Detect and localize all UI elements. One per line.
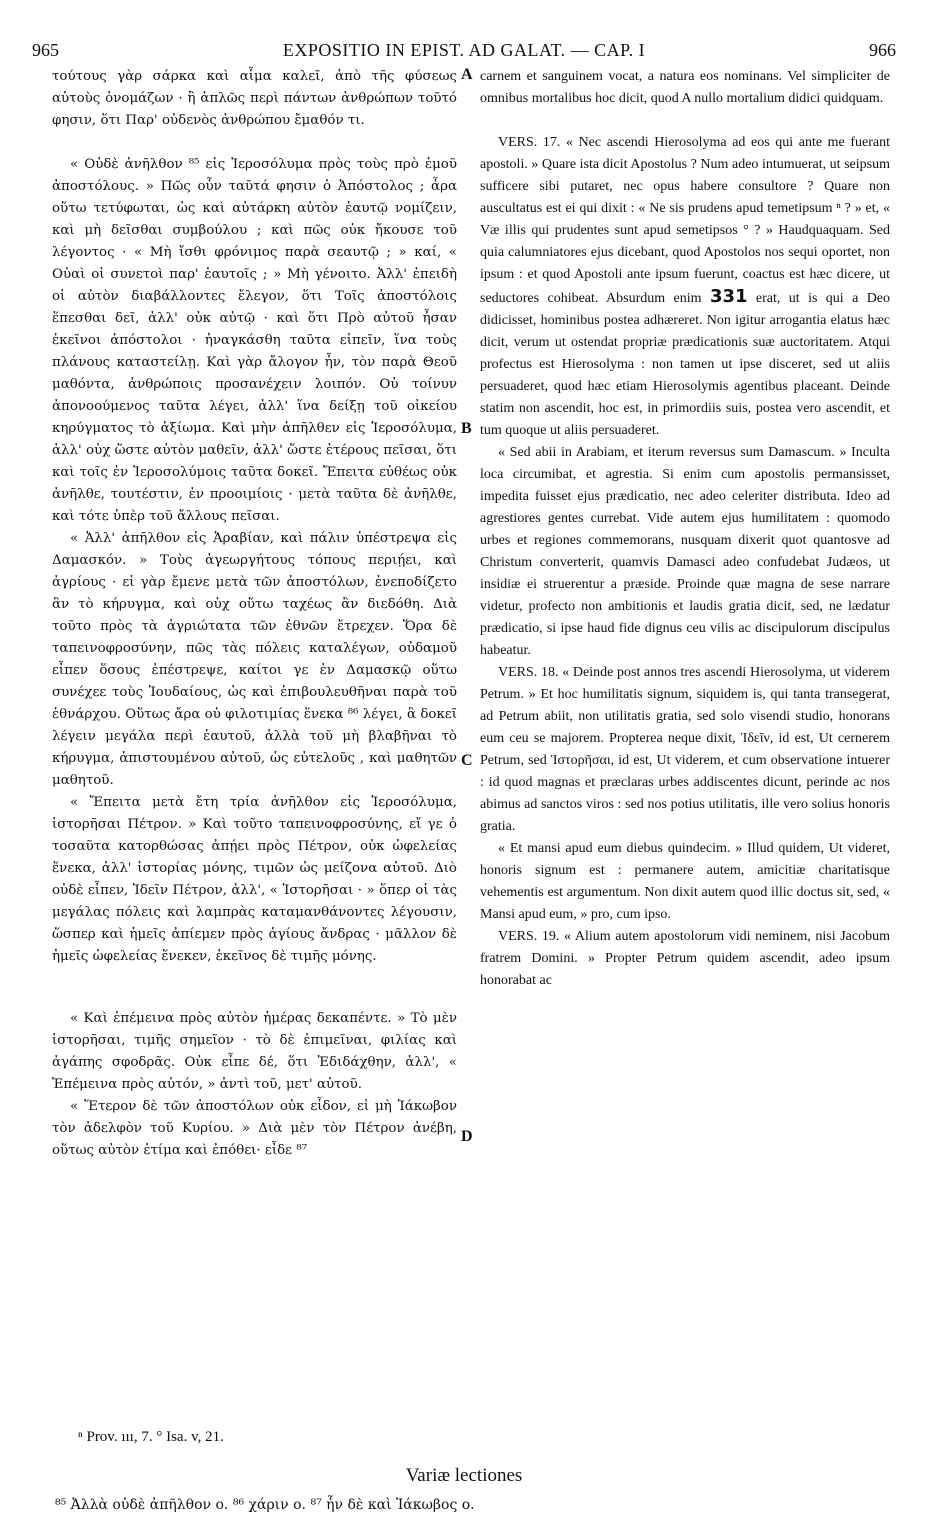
- latin-paragraph-4: VERS. 18. « Deinde post annos tres ascendi Hierosolyma, ut viderem Petrum. » Et hoc humilitatis signum, siquidem is, qui tanta transegerat, ad Petrum abiit, non utilitatis gratia, sed solo visendi studio, honorans eum ceu se majorem. Propterea neque dixit, Ἰδεῖν, id est, Ut cernerem Petrum, sed Ἱστορῆσαι, id est, Ut viderem, et cum observatione intuerer : id quod magnas et præclaras urbes addiscentes dicunt, perinde ac nos abimus ad sanctos viros : sed nos potius utilitatis, ille vero solius honoris gratia.: [480, 665, 890, 834]
- greek-paragraph-4: « Ἔπειτα μετὰ ἔτη τρία ἀνῆλθον εἰς Ἱεροσόλυμα, ἱστορῆσαι Πέτρον. » Καὶ τοῦτο ταπεινοφροσύνης, εἴ γε ὁ τοσαῦτα κατορθώσας ἀπῄει πρὸς Πέτρον, οὐκ ὠφελείας ἕνεκα, ἀλλ' ἱστορίας μόνης, τιμῶν ὡς μείζονα αὐτοῦ. Διὸ οὐδὲ εἶπεν, Ἰδεῖν Πέτρον, ἀλλ', « Ἱστορῆσαι · » ὅπερ οἱ τὰς μεγάλας πόλεις καὶ λαμπρὰς καταμανθάνοντες λέγουσιν, ὥσπερ καὶ ἡμεῖς ἀπίεμεν πρὸς ἁγίους ἄνδρας · μᾶλλον δὲ ἡμεῖς ὠφελείας ἕνεκεν, ἐκεῖνος δὲ τιμῆς μόνης.: [52, 795, 457, 964]
- margin-marker-c: C: [461, 752, 473, 769]
- greek-paragraph-5: « Καὶ ἐπέμεινα πρὸς αὐτὸν ἡμέρας δεκαπέντε. » Τὸ μὲν ἱστορῆσαι, τιμῆς σημεῖον · τὸ δὲ ἐπιμεῖναι, φιλίας καὶ ἀγάπης σφοδρᾶς. Οὐκ εἶπε δέ, ὅτι Ἐδιδάχθην, ἀλλ', « Ἐπέμεινα πρὸς αὐτόν, » ἀντὶ τοῦ, μετ' αὐτοῦ.: [52, 1011, 457, 1092]
- greek-paragraph-3: « Ἀλλ' ἀπῆλθον εἰς Ἀραβίαν, καὶ πάλιν ὑπέστρεψα εἰς Δαμασκόν. » Τοὺς ἀγεωργήτους τόπους περιῄει, καὶ ἀγρίους · εἰ γὰρ ἔμενε μετὰ τῶν ἀποστόλων, ἐνεποδίζετο ἂν τὸ κήρυγμα, καὶ οὐχ οὕτω ταχέως ἂν διεδόθη. Διὰ τοῦτο πρὸς τὰ ἀγριώτατα τῶν ἐθνῶν ἔτρεχεν. Ὅρα δὲ ταπεινοφροσύνην, πῶς τὰς πόλεις καταλέγων, οὐδαμοῦ εἶπεν ὅσους ἐπέστρεψε, καίτοι γε ἐν Δαμασκῷ οὕτω συνέχεε τοὺς Ἰουδαίους, ὡς καὶ ἐπιβουλευθῆναι παρὰ τοῦ ἐθνάρχου. Οὕτως ἄρα οὐ φιλοτιμίας ἕνεκα ⁸⁶ λέγει, ἃ δοκεῖ λέγειν μεγάλα περὶ ἑαυτοῦ, ἀλλὰ τοῦ μὴ βλαβῆναι τὸ κήρυγμα, ἀπιστουμένου αὐτοῦ, ὡς εὐτελοῦς , καὶ μαθητῶν μαθητοῦ.: [52, 531, 457, 788]
- variae-lectiones-title: Variæ lectiones: [405, 1465, 523, 1486]
- margin-marker-a: A: [461, 66, 473, 83]
- latin-paragraph-5: « Et mansi apud eum diebus quindecim. » Illud quidem, Ut videret, honoris signum est : permanere autem, amicitiæ charitatisque vehementis est argumentum. Non dixit autem quod illic doctus sit, sed, « Mansi apud eum, » pro, cum ipso.: [480, 841, 890, 922]
- latin-paragraph-2-b: erat, ut is qui a Deo didicisset, hominibus postea adhæreret. Non igitur arrogantia elatus hæc dicit, verum ut ostendat propriæ prædicationis suæ auctoritatem. Atqui profectus est Hierosolyma : non tamen ut ipse disceret, sed ut aliis persuaderet, quod hæc etiam Hierosolymis agentibus placeant. Deinde statim non ascendit, hoc est, in primordiis suis, postea vero ascendit, et tum quoque ut aliis persuaderet.: [480, 291, 891, 438]
- margin-marker-b: B: [461, 420, 472, 437]
- page-number-left: 965: [32, 40, 59, 60]
- column-number: 331: [709, 286, 748, 307]
- variae-lectiones-text: ⁸⁵ Ἀλλὰ οὐδὲ ἀπῆλθον ο. ⁸⁶ χάριν ο. ⁸⁷ ἦν δὲ καὶ Ἰάκωβος ο.: [55, 1497, 475, 1513]
- footnote: ⁿ Prov. ııı, 7. ° Isa. v, 21.: [78, 1429, 224, 1445]
- latin-paragraph-3: « Sed abii in Arabiam, et iterum reversus sum Damascum. » Inculta loca circumibat, et agrestia. Si enim cum apostolis permansisset, impedita fuisset ejus prædicatio, nec adeo celeriter distributa. Ideo ad agrestiores gentes currebat. Vide autem ejus humilitatem : quomodo urbes et regiones commemorans, nusquam dixerit quot quantosve ad Christum converterit, quamvis Damasci adeo confudebat Judæos, ut insidiæ ei struerentur a præside. Proinde quæ magna de sese narrare videtur, profecto non ambitionis et laudis gratia dicit, sed, ne lædatur prædicatio, si ipse haud fide dignus ceu vilis ac discipulorum discipulus habeatur.: [480, 445, 890, 658]
- greek-paragraph-1: τούτους γὰρ σάρκα καὶ αἷμα καλεῖ, ἀπὸ τῆς φύσεως αὐτοὺς ὀνομάζων · ἢ ἁπλῶς περὶ πάντων ἀνθρώπων τοῦτό φησιν, ὅτι Παρ' οὐδενὸς ἀνθρώπου ἔμαθόν τι.: [52, 69, 457, 128]
- latin-paragraph-2-a: VERS. 17. « Nec ascendi Hierosolyma ad eos qui ante me fuerant apostoli. » Quare ista dicit Apostolus ? Num adeo intumuerat, ut seipsum sufficere sibi putaret, nec opus habere consultore ? Quare non auscultatus est ei qui dixit : « Ne sis prudens apud temetipsum ⁿ ? » et, « Væ illis qui prudentes sunt apud semetipsos ° ? » Haudquaquam. Sed quia calumniatores ejus dicebant, quod Apostolos nos sequi oportet, non ipsum : et quod Apostoli ante ipsum fuerunt, coactus est hæc dicere, ut seductores cohibeat. Absurdum enim: [480, 135, 890, 306]
- greek-column: [52, 66, 457, 1162]
- page-title: EXPOSITIO IN EPIST. AD GALAT. — CAP. I: [282, 40, 646, 60]
- latin-paragraph-1: carnem et sanguinem vocat, a natura eos nominans. Vel simpliciter de omnibus mortalibus hoc dicit, quod A nullo mortalium didici quidquam.: [480, 69, 890, 106]
- page-number-right: 966: [869, 40, 896, 60]
- running-header: [32, 40, 896, 64]
- greek-paragraph-6: « Ἕτερον δὲ τῶν ἀποστόλων οὐκ εἶδον, εἰ μὴ Ἰάκωβον τὸν ἀδελφὸν τοῦ Κυρίου. » Διὰ μὲν τὸν Πέτρον ἀνέβη, οὕτως αὐτὸν ἐτίμα καὶ ἐπόθει· εἶδε ⁸⁷: [52, 1099, 457, 1158]
- latin-paragraph-6: VERS. 19. « Alium autem apostolorum vidi neminem, nisi Jacobum fratrem Domini. » Propter Petrum quidem ascendit, adeo ipsum honorabat ac: [480, 929, 890, 988]
- latin-column: [480, 66, 890, 992]
- latin-paragraph-2: [480, 132, 890, 442]
- greek-paragraph-2: « Οὐδὲ ἀνῆλθον ⁸⁵ εἰς Ἱεροσόλυμα πρὸς τοὺς πρὸ ἐμοῦ ἀποστόλους. » Πῶς οὖν ταῦτά φησιν ὁ Ἀπόστολος ; ἆρα οὕτω τετύφωται, ὡς καὶ αὐτάρκη αὐτὸν ἑαυτῷ νομίζειν, καὶ μὴ δεῖσθαι συμβούλου ; καὶ πῶς οὐκ ἤκουσε τοῦ λέγοντος · « Μὴ ἴσθι φρόνιμος παρὰ σεαυτῷ ; » καί, « Οὐαὶ οἱ συνετοὶ παρ' ἑαυτοῖς ; » Μὴ γένοιτο. Ἀλλ' ἐπειδὴ οἱ αὐτὸν διαβάλλοντες ἔλεγον, ὅτι Τοῖς ἀποστόλοις ἕπεσθαι δεῖ, ἀλλ' οὐκ αὐτῷ · καὶ ὅτι Πρὸ αὐτοῦ ἦσαν ἐκεῖνοι ἀπόστολοι · ἠναγκάσθη ταῦτα εἰπεῖν, ἵνα τοὺς πλάνους καταστείλῃ. Καὶ γὰρ ἄλογον ἦν, τὸν παρὰ Θεοῦ μαθόντα, ἀνθρώποις προσανέχειν λοιπόν. Οὐ τοίνυν ἀπονοούμενος ταῦτα λέγει, ἀλλ' ἵνα δείξῃ τοῦ οἰκείου κηρύγματος τὸ ἀξίωμα. Καὶ μὴν ἀπῆλθεν εἰς Ἱεροσόλυμα, ἀλλ' οὐχ ὥστε αὐτὸν μαθεῖν, ἀλλ' ὥστε ἑτέρους πεῖσαι, ὅτι καὶ τοῖς ἐν Ἱεροσολύμοις ταῦτα δοκεῖ. Ἔπειτα εὐθέως οὐκ ἀνῆλθε, τουτέστιν, ἐν προοιμίοις · μετὰ ταῦτα δὲ ἀνῆλθε, καὶ τότε ὑπὲρ τοῦ ἄλλους πεῖσαι.: [52, 157, 457, 524]
- margin-marker-d: D: [461, 1128, 473, 1145]
